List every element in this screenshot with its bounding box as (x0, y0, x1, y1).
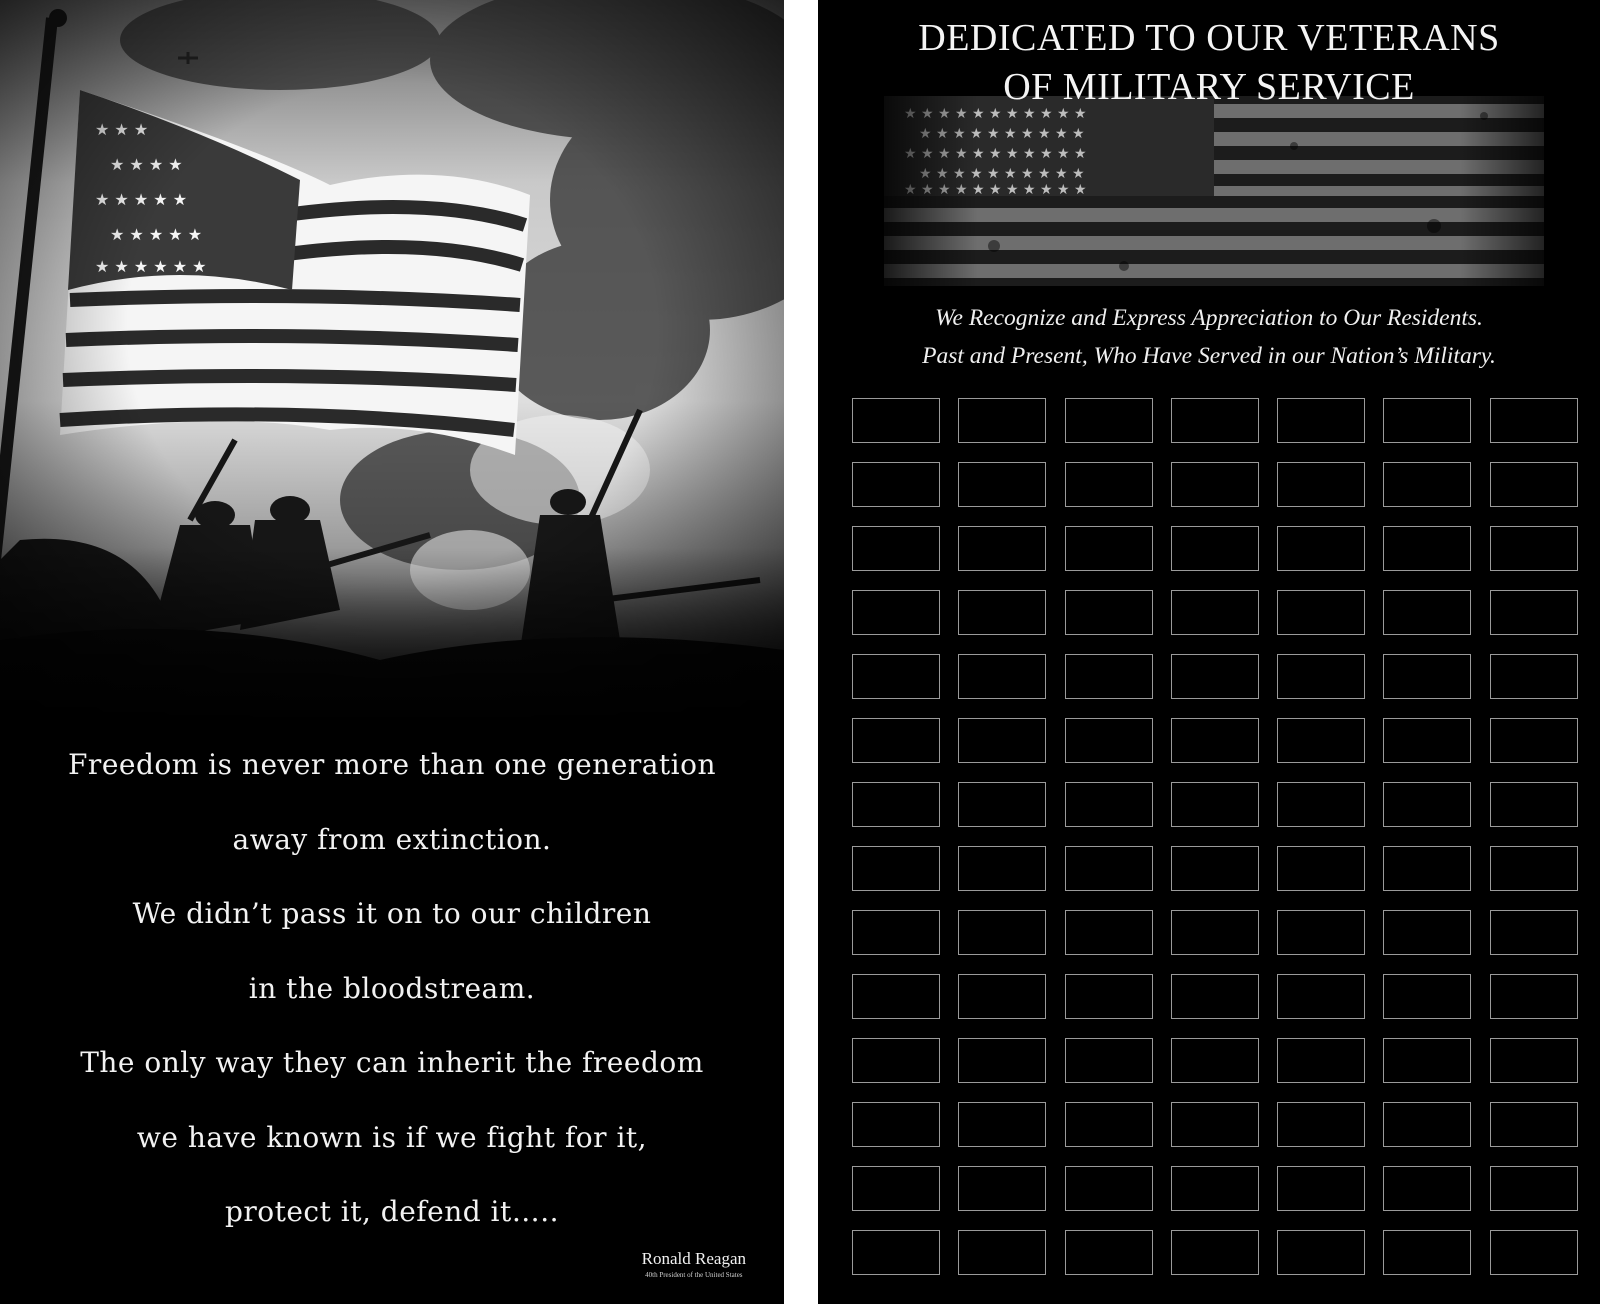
panel-divider (784, 0, 818, 1304)
name-plate (1065, 1102, 1153, 1147)
name-plate (1383, 910, 1471, 955)
name-plate (958, 1166, 1046, 1211)
quote-line: Freedom is never more than one generation (68, 748, 716, 781)
name-plate (852, 1102, 940, 1147)
name-plate (1171, 910, 1259, 955)
name-plate (852, 654, 940, 699)
name-plate (1277, 1230, 1365, 1275)
name-plate (1383, 718, 1471, 763)
quote-line: we have known is if we fight for it, (136, 1120, 648, 1154)
quote-line: The only way they can inherit the freedom (80, 1046, 704, 1079)
name-plate (1171, 846, 1259, 891)
name-plate (1490, 718, 1578, 763)
name-plate (852, 462, 940, 507)
name-plate (1490, 974, 1578, 1019)
name-plate (1171, 718, 1259, 763)
name-plate (852, 846, 940, 891)
name-plate (1171, 974, 1259, 1019)
name-plate (1277, 846, 1365, 891)
name-plate (958, 974, 1046, 1019)
name-plate (958, 398, 1046, 443)
name-plate (1065, 1230, 1153, 1275)
attribution-title: 40th President of the United States (645, 1271, 743, 1279)
name-plate (1171, 1230, 1259, 1275)
name-plate (958, 910, 1046, 955)
name-plate (1277, 1038, 1365, 1083)
name-plate (1277, 782, 1365, 827)
name-plate (1171, 526, 1259, 571)
name-plate (852, 526, 940, 571)
name-plate (1065, 974, 1153, 1019)
name-plate (958, 1038, 1046, 1083)
name-plate (852, 974, 940, 1019)
name-plate (1277, 590, 1365, 635)
name-plate (1383, 846, 1471, 891)
name-plate (852, 910, 940, 955)
quote-line: away from extinction. (232, 822, 552, 856)
name-plate (1065, 526, 1153, 571)
quote-attribution (642, 1248, 746, 1280)
name-plate (1490, 1038, 1578, 1083)
name-plate (1171, 1038, 1259, 1083)
name-plate (958, 782, 1046, 827)
name-plate (1277, 462, 1365, 507)
battlefield-flag-image (0, 0, 784, 730)
plaque-title-line: OF MILITARY SERVICE (1003, 66, 1415, 108)
quote-line: protect it, defend it….. (224, 1195, 560, 1228)
quote-line: We didn’t pass it on to our children (132, 897, 652, 930)
name-plate (1383, 782, 1471, 827)
dedication-text (818, 299, 1600, 375)
name-plate (1383, 1102, 1471, 1147)
name-plate (1171, 1166, 1259, 1211)
name-plate (852, 1230, 940, 1275)
name-plate (1383, 1230, 1471, 1275)
name-plate (1065, 782, 1153, 827)
name-plate (1383, 1166, 1471, 1211)
name-plate (1383, 654, 1471, 699)
name-plate (1277, 654, 1365, 699)
name-plate (1277, 1166, 1365, 1211)
name-plate (958, 462, 1046, 507)
name-plate (958, 1230, 1046, 1275)
name-plate (1490, 590, 1578, 635)
name-plate (1490, 1230, 1578, 1275)
veterans-plaque-panel (818, 0, 1600, 1304)
reagan-quote-panel (0, 0, 784, 1304)
name-plate (958, 526, 1046, 571)
name-plate (1490, 846, 1578, 891)
name-plate (1490, 782, 1578, 827)
name-plate (1490, 1102, 1578, 1147)
name-plate (1065, 398, 1153, 443)
name-plate (1065, 462, 1153, 507)
name-plate (1383, 398, 1471, 443)
name-plate (1490, 654, 1578, 699)
name-plate (1171, 782, 1259, 827)
name-plate (1490, 1166, 1578, 1211)
name-plate (958, 846, 1046, 891)
name-plate (1490, 462, 1578, 507)
veteran-name-plate-grid (852, 398, 1560, 1275)
name-plate (958, 718, 1046, 763)
name-plate (1065, 910, 1153, 955)
name-plate (1065, 1166, 1153, 1211)
name-plate (1065, 1038, 1153, 1083)
name-plate (1171, 590, 1259, 635)
name-plate (852, 782, 940, 827)
name-plate (1383, 526, 1471, 571)
name-plate (1490, 910, 1578, 955)
name-plate (958, 590, 1046, 635)
dedication-line: Past and Present, Who Have Served in our Nation’s Military. (922, 343, 1496, 369)
name-plate (1490, 526, 1578, 571)
name-plate (1277, 398, 1365, 443)
name-plate (1277, 718, 1365, 763)
name-plate (958, 654, 1046, 699)
name-plate (1383, 590, 1471, 635)
name-plate (1171, 654, 1259, 699)
name-plate (1171, 1102, 1259, 1147)
name-plate (852, 398, 940, 443)
name-plate (1277, 974, 1365, 1019)
name-plate (1065, 718, 1153, 763)
name-plate (1277, 526, 1365, 571)
dedication-line: We Recognize and Express Appreciation to Our Residents. (935, 305, 1483, 331)
quote-line: in the bloodstream. (248, 971, 536, 1005)
name-plate (1277, 910, 1365, 955)
name-plate (1383, 462, 1471, 507)
name-plate (852, 1166, 940, 1211)
name-plate (852, 718, 940, 763)
reagan-quote (0, 745, 784, 1267)
name-plate (852, 590, 940, 635)
name-plate (1383, 974, 1471, 1019)
name-plate (1065, 654, 1153, 699)
name-plate (1065, 590, 1153, 635)
name-plate (958, 1102, 1046, 1147)
name-plate (1171, 398, 1259, 443)
name-plate (1171, 462, 1259, 507)
plaque-title (818, 14, 1600, 112)
name-plate (852, 1038, 940, 1083)
name-plate (1490, 398, 1578, 443)
name-plate (1383, 1038, 1471, 1083)
name-plate (1065, 846, 1153, 891)
name-plate (1277, 1102, 1365, 1147)
plaque-title-line: DEDICATED TO OUR VETERANS (918, 17, 1500, 59)
attribution-name: Ronald Reagan (641, 1249, 746, 1268)
